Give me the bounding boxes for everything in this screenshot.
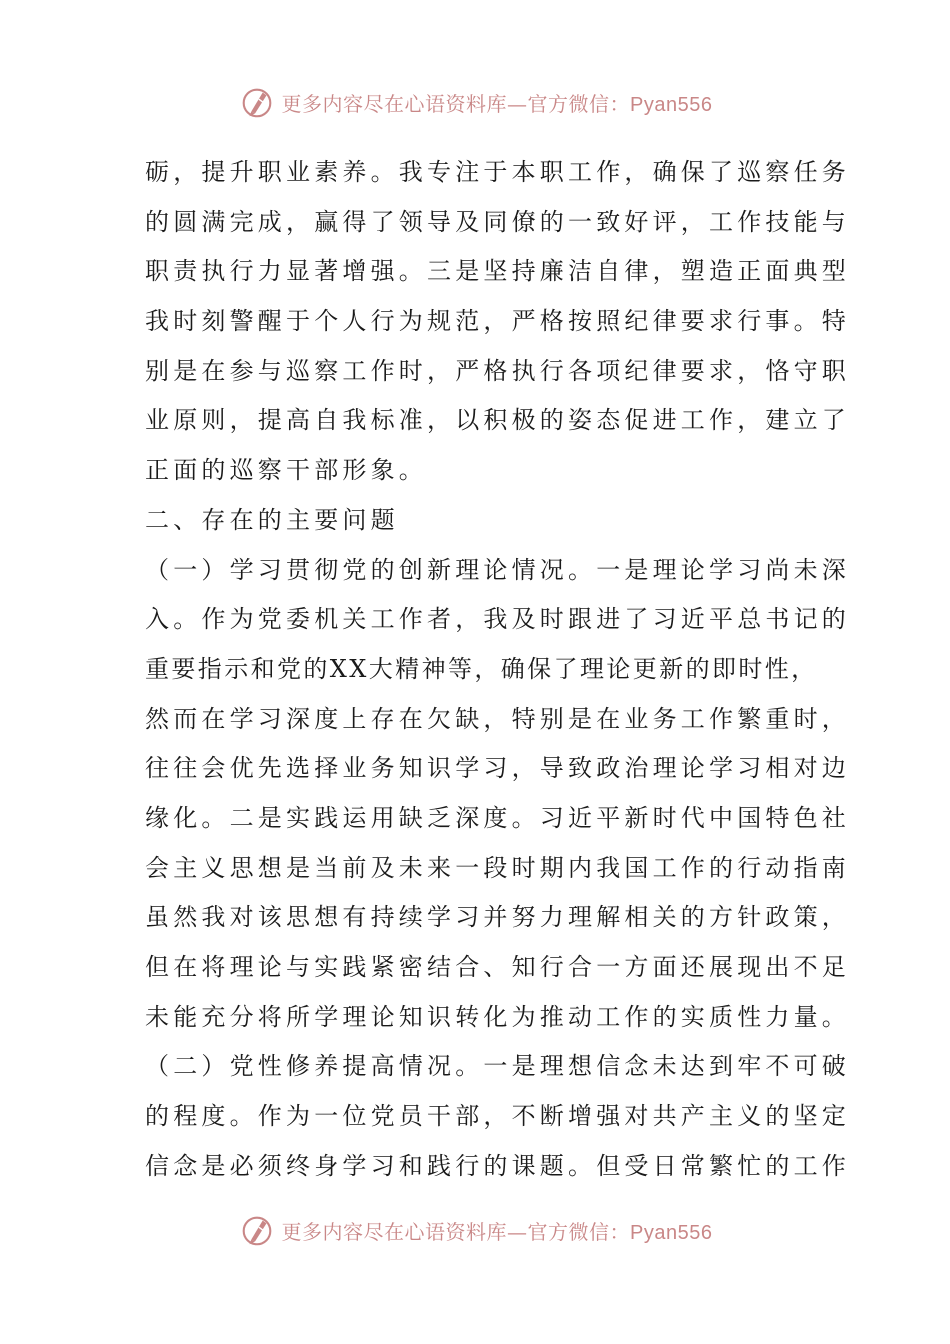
text-line: 虽然我对该思想有持续学习并努力理解相关的方针政策， xyxy=(145,903,850,932)
text-line: 业原则，提高自我标准，以积极的姿态促进工作，建立了 xyxy=(145,406,850,435)
pen-nib-circle-icon xyxy=(238,1211,276,1249)
text-line: 职责执行力显著增强。三是坚持廉洁自律，塑造正面典型 xyxy=(145,257,850,286)
text-line: 正面的巡察干部形象。 xyxy=(145,456,427,485)
text-line: 的圆满完成，赢得了领导及同僚的一致好评，工作技能与 xyxy=(145,207,850,236)
text-line: 未能充分将所学理论知识转化为推动工作的实质性力量。 xyxy=(145,1002,850,1031)
text-line: 别是在参与巡察工作时，严格执行各项纪律要求，恪守职 xyxy=(145,356,850,385)
footer-watermark xyxy=(0,1210,950,1250)
text-line: 缘化。二是实践运用缺乏深度。习近平新时代中国特色社 xyxy=(145,803,850,832)
watermark-id: Pyan556 xyxy=(630,1221,713,1244)
header-watermark xyxy=(0,82,950,122)
text-line: 入。作为党委机关工作者，我及时跟进了习近平总书记的 xyxy=(145,605,850,634)
text-line: （一）学习贯彻党的创新理论情况。一是理论学习尚未深 xyxy=(145,555,850,584)
text-line: 会主义思想是当前及未来一段时期内我国工作的行动指南 xyxy=(145,853,850,882)
text-line: 重要指示和党的XX大精神等，确保了理论更新的即时性， xyxy=(145,654,818,683)
text-line: 我时刻警醒于个人行为规范，严格按照纪律要求行事。特 xyxy=(145,307,850,336)
text-line: （二）党性修养提高情况。一是理想信念未达到牢不可破 xyxy=(145,1052,850,1081)
text-line: 往往会优先选择业务知识学习，导致政治理论学习相对边 xyxy=(145,754,850,783)
text-line: 然而在学习深度上存在欠缺，特别是在业务工作繁重时， xyxy=(145,704,850,733)
text-line: 但在将理论与实践紧密结合、知行合一方面还展现出不足 xyxy=(145,953,850,981)
watermark-id: Pyan556 xyxy=(630,93,713,116)
section-heading: 二、存在的主要问题 xyxy=(145,505,399,534)
document-body xyxy=(145,148,850,1191)
text-line: 信念是必须终身学习和践行的课题。但受日常繁忙的工作 xyxy=(145,1151,850,1180)
pen-nib-circle-icon xyxy=(238,83,276,121)
watermark-text: 更多内容尽在心语资料库—官方微信： xyxy=(281,1219,631,1244)
watermark-text: 更多内容尽在心语资料库—官方微信： xyxy=(281,91,631,116)
text-line: 的程度。作为一位党员干部，不断增强对共产主义的坚定 xyxy=(145,1102,850,1131)
text-line: 砺，提升职业素养。我专注于本职工作，确保了巡察任务 xyxy=(145,158,850,186)
